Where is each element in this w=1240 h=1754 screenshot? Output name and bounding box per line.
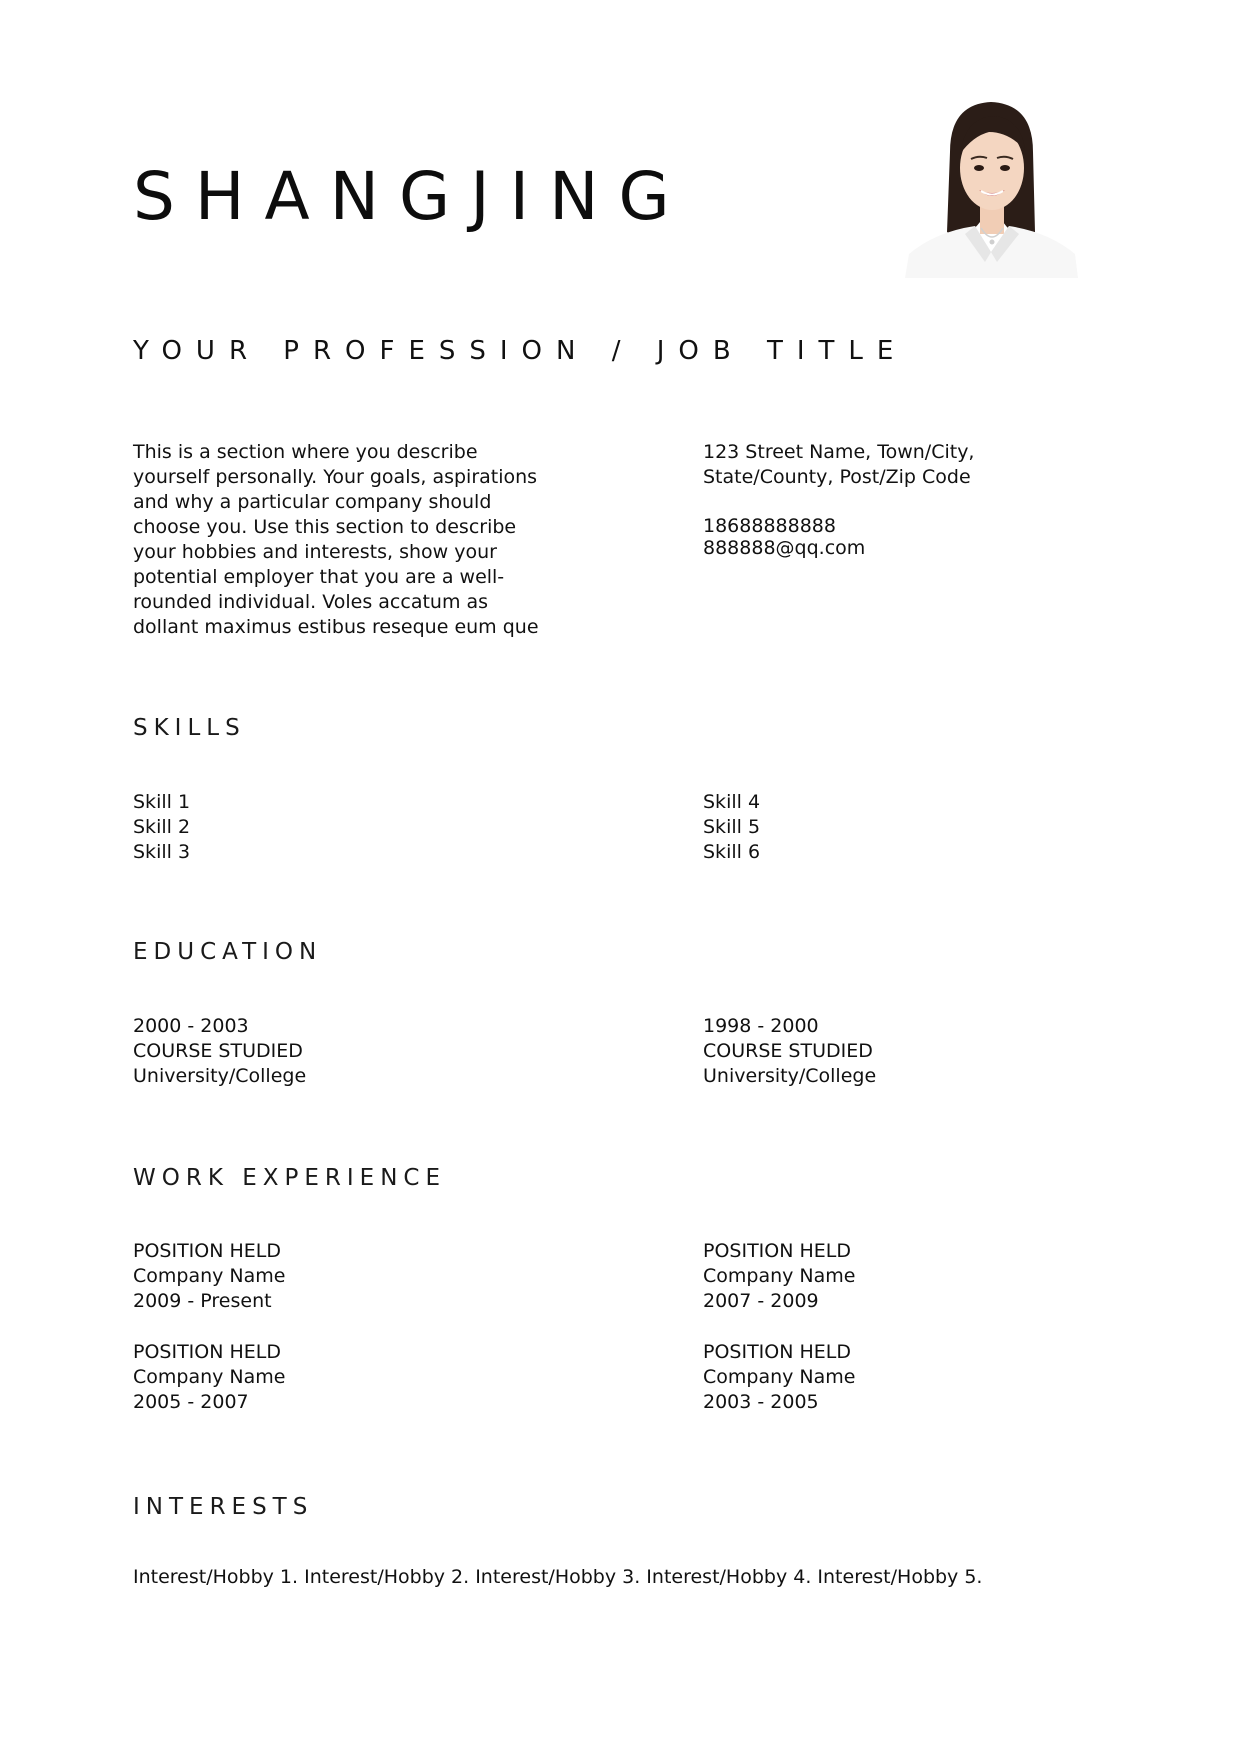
about-text: This is a section where you describe yourself personally. Your goals, aspirations and why a particular company should choose you. Use this section to describe your hobbies and interests, show your potential employer that you are a well-rounded individual. Voles accatum as dollant maximus estibus reseque eum que [133, 441, 539, 638]
profile-photo-illustration [905, 92, 1078, 278]
work-years: 2007 - 2009 [703, 1290, 819, 1312]
phone-number: 18688888888 [703, 515, 836, 537]
skill-item: Skill 6 [703, 841, 761, 863]
work-entry [703, 1340, 1003, 1413]
work-years: 2009 - Present [133, 1290, 272, 1312]
education-course: COURSE STUDIED [133, 1040, 303, 1062]
work-years: 2005 - 2007 [133, 1391, 249, 1413]
skill-item: Skill 5 [703, 816, 761, 838]
education-years: 2000 - 2003 [133, 1015, 249, 1037]
education-years: 1998 - 2000 [703, 1015, 819, 1037]
work-company: Company Name [133, 1366, 286, 1388]
contact-section [703, 440, 1123, 570]
work-years: 2003 - 2005 [703, 1391, 819, 1413]
profile-photo [905, 92, 1078, 278]
education-entry-left [133, 1014, 433, 1087]
education-heading: EDUCATION [133, 939, 323, 965]
resume-name: SHANGJING [133, 158, 690, 235]
contact-spacer [703, 490, 1123, 515]
interests-text: Interest/Hobby 1. Interest/Hobby 2. Interest/Hobby 3. Interest/Hobby 4. Interest/Hobby 5. [133, 1566, 983, 1588]
education-school: University/College [703, 1065, 877, 1087]
work-position: POSITION HELD [703, 1341, 852, 1363]
work-experience-heading: WORK EXPERIENCE [133, 1165, 447, 1191]
skill-item: Skill 3 [133, 841, 191, 863]
work-position: POSITION HELD [133, 1240, 282, 1262]
work-entry [133, 1239, 433, 1312]
work-position: POSITION HELD [133, 1341, 282, 1363]
education-school: University/College [133, 1065, 307, 1087]
work-company: Company Name [133, 1265, 286, 1287]
address-line-1: 123 Street Name, Town/City, [703, 441, 975, 463]
skill-item: Skill 2 [133, 816, 191, 838]
about-section [133, 440, 553, 638]
skills-list-left [133, 790, 433, 863]
work-position: POSITION HELD [703, 1240, 852, 1262]
skill-item: Skill 1 [133, 791, 191, 813]
education-entry-right [703, 1014, 1003, 1087]
address-line-2: State/County, Post/Zip Code [703, 466, 971, 488]
work-company: Company Name [703, 1265, 856, 1287]
skills-list-right [703, 790, 1003, 863]
profession-title: YOUR PROFESSION / JOB TITLE [133, 336, 908, 366]
interests-heading: INTERESTS [133, 1494, 314, 1520]
work-entry [703, 1239, 1003, 1312]
skills-heading: SKILLS [133, 715, 246, 741]
work-company: Company Name [703, 1366, 856, 1388]
work-entry [133, 1340, 433, 1413]
education-course: COURSE STUDIED [703, 1040, 873, 1062]
skill-item: Skill 4 [703, 791, 761, 813]
email-address: 888888@qq.com [703, 537, 866, 559]
